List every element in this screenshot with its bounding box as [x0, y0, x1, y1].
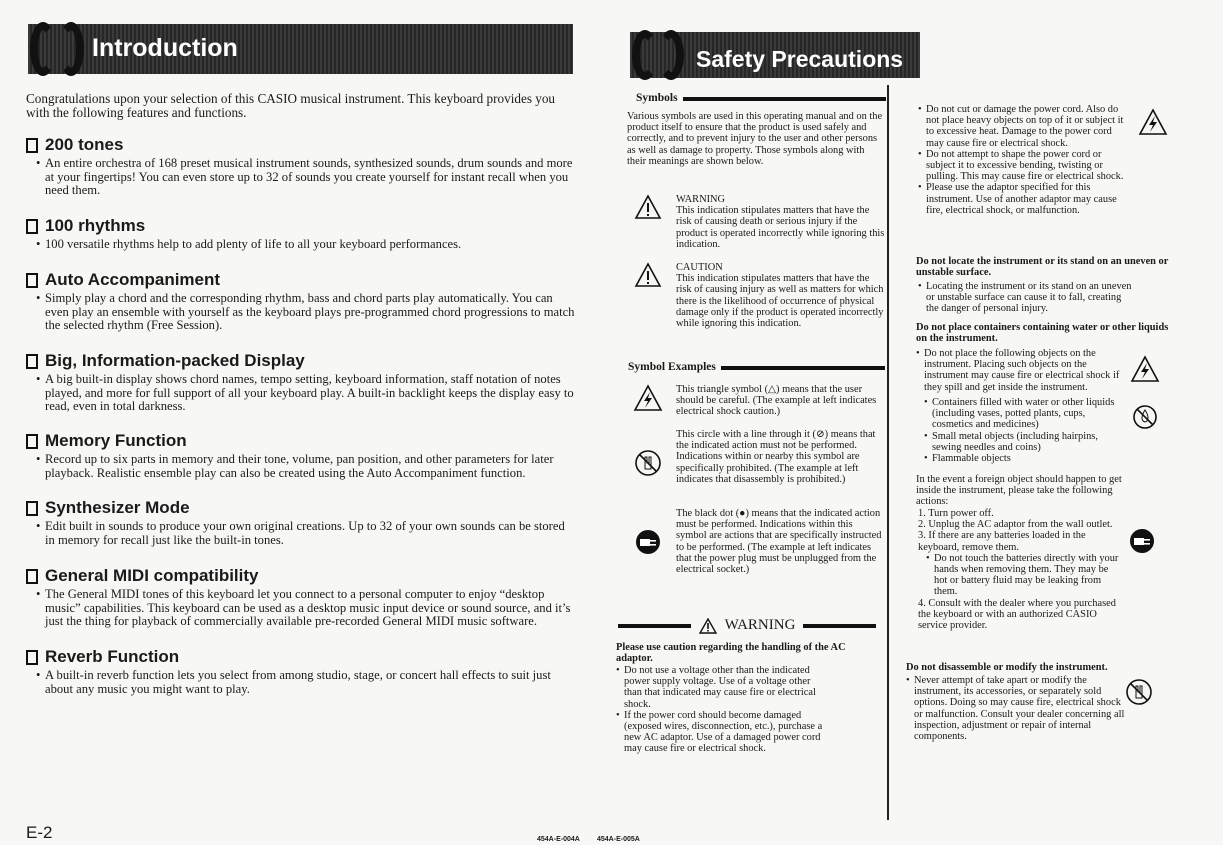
no-water-icon [1132, 404, 1158, 433]
checkbox-square-icon [26, 219, 38, 234]
symbols-intro: Various symbols are used in this operating manual and on the product itself to ensure that the product is used safely and correctly, and to prevent injury to the user and other persons as well as damage to property. Those symbols along with their meanings are shown below. [627, 111, 883, 167]
power-cord-item: • Do not cut or damage the power cord. Also do not place heavy objects on top of it or subject it to excessive heat. Damage to the power cord may cause fire or electrical shock. [918, 104, 1130, 149]
feature-heading: Memory Function [45, 431, 187, 450]
section-title: Safety Precautions [696, 46, 904, 72]
checkbox-square-icon [26, 434, 38, 449]
uneven-item: • Locating the instrument or its stand on an uneven or unstable surface can cause it to fall, creating the danger of personal injury. [918, 281, 1136, 315]
feature-body: • An entire orchestra of 168 preset musical instrument sounds, synthesized sounds, drum sounds and more at your fingertips! You can even store up to 32 of sounds you create yourself for instant recall when you need them. [26, 157, 576, 198]
liquids-subitem: • Flammable objects [924, 453, 1124, 464]
feature-heading: Big, Information-packed Display [45, 351, 305, 370]
feature-heading: General MIDI compatibility [45, 566, 259, 585]
feature-item [26, 647, 576, 696]
introduction-banner [28, 24, 573, 74]
adaptor-heading: Please use caution regarding the handling of the AC adaptor. [616, 642, 846, 665]
action-step: 1. Turn power off. [918, 508, 994, 519]
feature-item [26, 498, 576, 547]
disassemble-item: • Never attempt of take apart or modify the instrument, its accessories, or separately sold options. Doing so may cause fire, electrical shock or malfunction. Consult your dealer concerning all inspection, adjustment or repair of internal components. [906, 675, 1126, 742]
warning-title: WARNING [676, 194, 726, 205]
right-bracket-shape [658, 30, 684, 80]
liquids-item: • Do not place the following objects on the instrument. Placing such objects on the instrument may cause fire or electrical shock if they spill and get inside the instrument. [916, 348, 1132, 393]
feature-heading: 200 tones [45, 135, 124, 154]
left-bracket-shape [30, 22, 56, 76]
checkbox-square-icon [26, 569, 38, 584]
foreign-object-text: In the event a foreign object should happen to get inside the instrument, please take the following actions: [916, 474, 1122, 508]
uneven-heading: Do not locate the instrument or its stand on an uneven or unstable surface. [916, 256, 1169, 279]
column-divider [887, 85, 889, 820]
no-disassembly-icon [1125, 678, 1153, 709]
feature-body: • 100 versatile rhythms help to add plenty of life to all your keyboard performances. [26, 238, 576, 252]
battery-note: • Do not touch the batteries directly with your hands when removing them. They may be hot or battery fluid may be leaking from them. [918, 553, 1120, 598]
electric-shock-triangle-icon [1138, 108, 1168, 139]
feature-item [26, 135, 576, 198]
warning-triangle-icon [628, 194, 668, 250]
feature-body: • A big built-in display shows chord names, tempo setting, keyboard information, staff notation of notes played, and more for full support of all your keyboard play. A built-in backlight keeps the display easy to read, even in total darkness. [26, 373, 576, 414]
example-triangle [628, 384, 885, 418]
left-bracket-shape [632, 30, 658, 80]
action-steps [918, 508, 1120, 631]
section-title: Introduction [92, 34, 238, 62]
disassemble-heading: Do not disassemble or modify the instrument. [906, 662, 1108, 673]
adaptor-item: • If the power cord should become damaged (exposed wires, disconnection, etc.), purchase a new AC adaptor. Use of a damaged power cord may cause fire or electrical shock. [616, 710, 826, 755]
caution-title: CAUTION [676, 262, 723, 273]
feature-body: • Edit built in sounds to produce your own original creations. Up to 32 of your own sounds can be stored in memory for recall just like the built-in tones. [26, 520, 576, 547]
symbol-examples-heading: Symbol Examples [628, 362, 885, 373]
power-cord-list [918, 104, 1130, 216]
power-cord-item: • Please use the adaptor specified for this instrument. Use of another adaptor may cause fire, electrical shock, or malfunction. [918, 182, 1130, 216]
caution-triangle-icon [628, 262, 668, 329]
feature-body: • Simply play a chord and the corresponding rhythm, bass and chord parts play automatically. You can even play an ensemble with yourself as the keyboard plays pre-programmed chord progressions to match the selected rhythm (Free Session). [26, 292, 576, 333]
unplug-icon [1128, 527, 1156, 558]
warning-triangle-icon [699, 618, 717, 634]
adaptor-list [616, 665, 826, 755]
power-cord-item: • Do not attempt to shape the power cord or subject it to excessive bending, twisting or pulling. This may cause fire or electrical shock. [918, 149, 1130, 183]
checkbox-square-icon [26, 273, 38, 288]
page-number: E-2 [26, 823, 53, 842]
document-code: 454A-E-005A [597, 836, 640, 843]
feature-body: • The General MIDI tones of this keyboard let you connect to a personal computer to enjoy “desktop music” capabilities. This keyboard can be used as a desktop music input device or sound source, and it’s just the thing for playback of commercially available pre-recorded General MIDI music software. [26, 588, 576, 629]
warning-definition [628, 194, 885, 250]
checkbox-square-icon [26, 138, 38, 153]
liquids-heading: Do not place containers containing water or other liquids on the instrument. [916, 322, 1169, 345]
action-step: 2. Unplug the AC adaptor from the wall outlet. [918, 519, 1113, 531]
electric-shock-triangle-icon [1130, 355, 1160, 386]
example-triangle-text: This triangle symbol (△) means that the user should be careful. (The example at left indicates electrical shock caution.) [676, 384, 877, 418]
example-circle-text: This circle with a line through it (⊘) means that the indicated action must not be performed. Indications within or nearby this symbol are specifically prohibited. (The example at left indicates that disassembly is prohibited.) [676, 429, 876, 485]
feature-heading: Auto Accompaniment [45, 270, 221, 289]
feature-item [26, 216, 576, 252]
example-circle [628, 429, 885, 485]
feature-item [26, 431, 576, 480]
warning-banner: WARNING [618, 618, 876, 634]
liquids-subitem: • Containers filled with water or other liquids (including vases, potted plants, cups, cosmetics and medicines) [924, 397, 1124, 431]
action-step: 4. Consult with the dealer where you purchased the keyboard or with an authorized CASIO service provider. [918, 597, 1116, 632]
right-bracket-shape [58, 22, 84, 76]
no-disassembly-icon [628, 429, 668, 485]
symbols-heading: Symbols [636, 93, 886, 104]
feature-item [26, 351, 576, 414]
checkbox-square-icon [26, 501, 38, 516]
example-dot-text: The black dot (●) means that the indicated action must be performed. Indications within this symbol are actions that are specifically instructed to be performed. (The example at left indicates that the power plug must be unplugged from the electrical socket.) [676, 508, 882, 576]
intro-paragraph: Congratulations upon your selection of this CASIO musical instrument. This keyboard provides you with the following features and functions. [26, 91, 556, 120]
liquids-sublist [924, 397, 1124, 464]
feature-item [26, 566, 576, 629]
checkbox-square-icon [26, 650, 38, 665]
feature-heading: Synthesizer Mode [45, 498, 190, 517]
electric-shock-triangle-icon [628, 384, 668, 418]
safety-banner [630, 32, 920, 78]
feature-item [26, 270, 576, 333]
document-code: 454A-E-004A [537, 836, 580, 843]
feature-heading: 100 rhythms [45, 216, 146, 235]
liquids-subitem: • Small metal objects (including hairpins, sewing needles and coins) [924, 431, 1124, 453]
caution-text: This indication stipulates matters that have the risk of causing injury as well as matters for which there is the likelihood of occurrence of physical damage only if the product is operated incorrectly while ignoring this indication. [676, 273, 884, 330]
unplug-icon [628, 508, 668, 575]
adaptor-item: • Do not use a voltage other than the indicated power supply voltage. Use of a voltage other than that indicated may cause fire or electrical shock. [616, 665, 826, 710]
feature-body: • Record up to six parts in memory and their tone, volume, pan position, and other parameters for later playback. Realistic ensemble play can also be created using the Auto Accompaniment function. [26, 453, 576, 480]
action-step: 3. If there are any batteries loaded in the keyboard, remove them. [918, 530, 1086, 553]
checkbox-square-icon [26, 354, 38, 369]
caution-definition [628, 262, 885, 329]
warning-text: This indication stipulates matters that have the risk of causing death or serious injury if the product is operated incorrectly while ignoring this indication. [676, 205, 885, 250]
feature-heading: Reverb Function [45, 647, 180, 666]
feature-body: • A built-in reverb function lets you select from among studio, stage, or concert hall effects to suit just about any music you might want to play. [26, 669, 576, 696]
example-dot [628, 508, 885, 575]
